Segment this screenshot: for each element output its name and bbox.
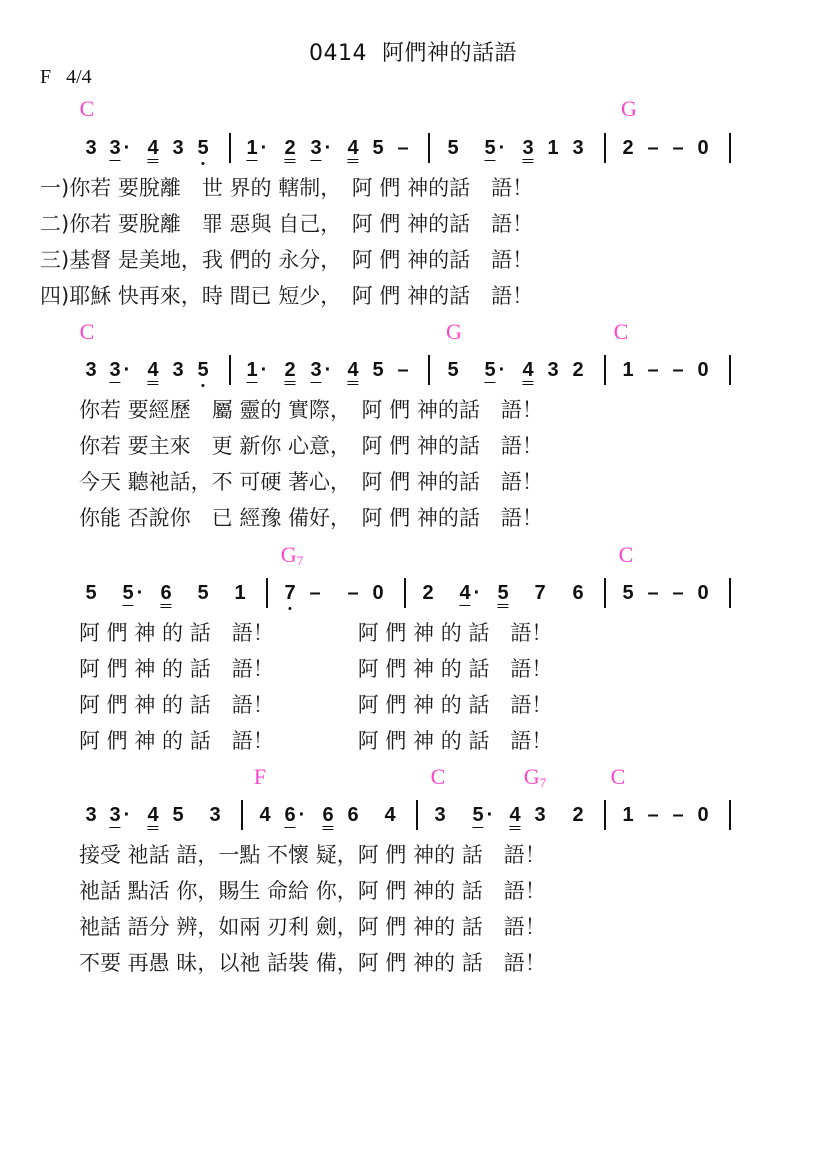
note: 7: [284, 582, 296, 604]
lyric-line: 你若 要主來 更 新你 心意， 阿 們 神的話 語！: [79, 434, 543, 458]
lyric-line: 你能 否說你 已 經豫 備好， 阿 們 神的話 語！: [79, 506, 543, 530]
note: 5: [85, 582, 97, 604]
barline: [729, 800, 731, 830]
note: 3: [572, 137, 584, 159]
chord-symbol: $G_7$: [280, 542, 304, 568]
note: 3: [85, 804, 97, 826]
lyric-line: 不要 再愚 昧，以祂 話裝 備，阿 們 神的 話 語！: [79, 951, 546, 975]
note: 0: [697, 359, 709, 381]
note: 4: [147, 804, 159, 826]
note: 3: [522, 137, 534, 159]
note: 4: [509, 804, 521, 826]
lyric-line: 一)你若 要脫離 世 界的 轄制， 阿 們 神的話 語！: [40, 176, 534, 200]
note: 1: [622, 804, 634, 826]
lyric-line: 阿 們 神 的 話 語！ 阿 們 神 的 話 語！: [79, 657, 553, 681]
note: 3: [209, 804, 221, 826]
note: 3: [172, 137, 184, 159]
note: 4: [147, 137, 159, 159]
sustain-dash: –: [672, 582, 684, 604]
lyric-line: 今天 聽祂話，不 可硬 著心， 阿 們 神的話 語！: [79, 470, 543, 494]
chord-symbol: C: [430, 764, 446, 789]
note: 5: [622, 582, 634, 604]
barline: [729, 355, 731, 385]
note: 5: [447, 359, 459, 381]
note: 6: [347, 804, 359, 826]
song-title: 0414 阿們神的話語: [309, 41, 517, 66]
note: 3 ·: [109, 804, 131, 826]
note: 3: [547, 359, 559, 381]
barline: [241, 800, 243, 830]
barline: [428, 133, 430, 163]
note: 1 ·: [246, 359, 268, 381]
note: 5 ·: [472, 804, 494, 826]
lyric-line: 四)耶穌 快再來，時 間已 短少， 阿 們 神的話 語！: [40, 284, 534, 308]
sustain-dash: –: [647, 582, 659, 604]
note: 6 ·: [284, 804, 306, 826]
barline: [416, 800, 418, 830]
note: 4 ·: [459, 582, 481, 604]
note: 0: [697, 804, 709, 826]
note: 2: [572, 359, 584, 381]
note: 2: [622, 137, 634, 159]
note: 4: [347, 359, 359, 381]
chord-symbol: C: [79, 319, 95, 344]
barline: [604, 133, 606, 163]
note: 6: [572, 582, 584, 604]
lyric-line: 接受 祂話 語，一點 不懷 疑，阿 們 神的 話 語！: [79, 843, 546, 867]
note: 3 ·: [109, 359, 131, 381]
note: 3: [172, 359, 184, 381]
chord-symbol: G: [446, 319, 462, 344]
note: 4: [147, 359, 159, 381]
barline: [604, 355, 606, 385]
lyric-line: 祂話 語分 辨，如兩 刃利 劍，阿 們 神的 話 語！: [79, 915, 546, 939]
lyric-line: 三)基督 是美地，我 們的 永分， 阿 們 神的話 語！: [40, 248, 534, 272]
note: 5: [372, 359, 384, 381]
lyric-line: 二)你若 要脫離 罪 惡與 自己， 阿 們 神的話 語！: [40, 212, 534, 236]
sustain-dash: –: [647, 137, 659, 159]
note: 5: [497, 582, 509, 604]
barline: [404, 578, 406, 608]
barline: [428, 355, 430, 385]
note: 2: [284, 359, 296, 381]
note: 3: [85, 359, 97, 381]
barline: [729, 133, 731, 163]
note: 4: [347, 137, 359, 159]
chord-symbol: C: [613, 319, 629, 344]
sustain-dash: –: [309, 582, 321, 604]
note: 3: [85, 137, 97, 159]
sustain-dash: –: [397, 137, 409, 159]
note: 0: [697, 137, 709, 159]
sustain-dash: –: [347, 582, 359, 604]
note: 2: [572, 804, 584, 826]
note: 5 ·: [484, 137, 506, 159]
note: 5: [197, 582, 209, 604]
note: 3 ·: [109, 137, 131, 159]
note: 5: [372, 137, 384, 159]
note: 2: [284, 137, 296, 159]
note: 3 ·: [310, 359, 332, 381]
chord-symbol: C: [610, 764, 626, 789]
sustain-dash: –: [672, 137, 684, 159]
note: 5 ·: [122, 582, 144, 604]
sustain-dash: –: [397, 359, 409, 381]
note: 5 ·: [484, 359, 506, 381]
sustain-dash: –: [647, 804, 659, 826]
note: 7: [534, 582, 546, 604]
chord-symbol: $G_7$: [523, 764, 547, 790]
note: 5: [172, 804, 184, 826]
chord-symbol: C: [79, 96, 95, 121]
chord-symbol: F: [253, 764, 267, 789]
note: 3 ·: [310, 137, 332, 159]
barline: [266, 578, 268, 608]
lyric-line: 你若 要經歷 屬 靈的 實際， 阿 們 神的話 語！: [79, 398, 543, 422]
barline: [229, 133, 231, 163]
key-time-signature: F 4/4: [40, 66, 92, 88]
lyric-line: 阿 們 神 的 話 語！ 阿 們 神 的 話 語！: [79, 621, 553, 645]
lyric-line: 阿 們 神 的 話 語！ 阿 們 神 的 話 語！: [79, 693, 553, 717]
barline: [604, 578, 606, 608]
note: 4: [522, 359, 534, 381]
note: 6: [322, 804, 334, 826]
lyric-line: 阿 們 神 的 話 語！ 阿 們 神 的 話 語！: [79, 729, 553, 753]
note: 2: [422, 582, 434, 604]
note: 3: [434, 804, 446, 826]
note: 5: [447, 137, 459, 159]
note: 1: [234, 582, 246, 604]
barline: [604, 800, 606, 830]
note: 0: [697, 582, 709, 604]
sustain-dash: –: [672, 359, 684, 381]
sustain-dash: –: [672, 804, 684, 826]
note: 1: [622, 359, 634, 381]
note: 1 ·: [246, 137, 268, 159]
chord-symbol: G: [621, 96, 637, 121]
note: 0: [372, 582, 384, 604]
lyric-line: 祂話 點活 你，賜生 命給 你，阿 們 神的 話 語！: [79, 879, 546, 903]
barline: [729, 578, 731, 608]
note: 5: [197, 137, 209, 159]
note: 1: [547, 137, 559, 159]
note: 3: [534, 804, 546, 826]
sustain-dash: –: [647, 359, 659, 381]
note: 4: [259, 804, 271, 826]
note: 4: [384, 804, 396, 826]
note: 6: [160, 582, 172, 604]
barline: [229, 355, 231, 385]
chord-symbol: C: [618, 542, 634, 567]
note: 5: [197, 359, 209, 381]
